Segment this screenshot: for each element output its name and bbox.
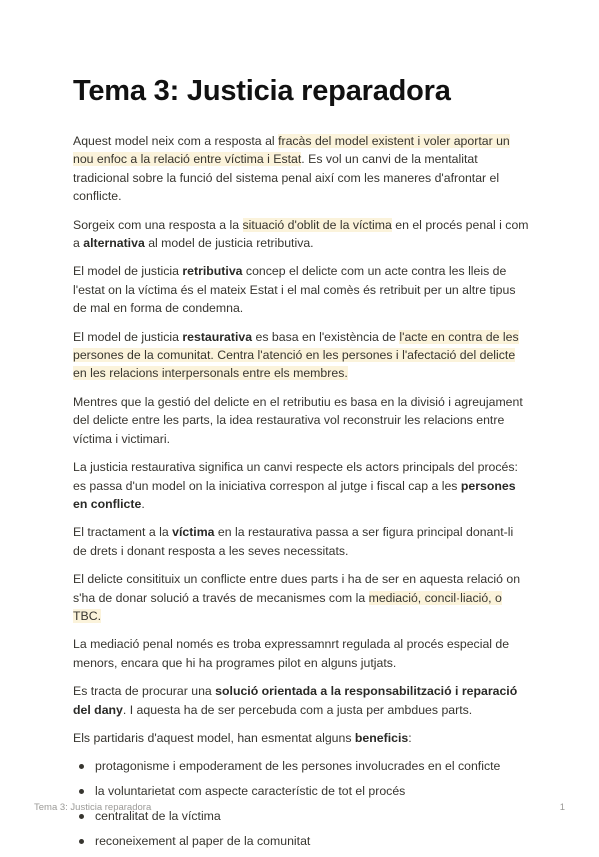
text-run: El model de justicia bbox=[73, 329, 183, 344]
paragraph bbox=[73, 729, 529, 747]
paragraph bbox=[73, 262, 529, 317]
text-run: Els partidaris d'aquest model, han esmentat alguns bbox=[73, 730, 355, 745]
page-title: Tema 3: Justicia reparadora bbox=[73, 75, 451, 107]
bold-text: alternativa bbox=[83, 236, 145, 251]
list-item: la voluntarietat com aspecte característic de tot el procés bbox=[73, 782, 529, 800]
bold-text: solució orientada a la responsabilització i reparació del dany bbox=[73, 684, 518, 717]
text-run: en la restaurativa passa a ser figura principal donant-li de drets i donant resposta a les seves necessitats. bbox=[73, 525, 514, 558]
text-run: La justicia restaurativa significa un canvi respecte els actors principals del procés: es passa d'un model on la iniciativa correspon al jutge i fiscal cap a les bbox=[73, 460, 518, 493]
paragraph bbox=[73, 570, 529, 625]
highlighted-text: fracàs del model existent i voler aportar un nou enfoc a la relació entre víctima i Estat bbox=[73, 134, 510, 167]
list-item: centralitat de la víctima bbox=[73, 807, 529, 825]
text-run: Aquest model neix com a resposta al bbox=[73, 134, 279, 148]
bold-text: víctima bbox=[172, 525, 215, 540]
text-run: es basa en l'existència de bbox=[252, 329, 400, 344]
footer-page-number: 1 bbox=[559, 802, 565, 813]
text-run: . bbox=[141, 496, 145, 511]
highlighted-text: mediació, concil·liació, o TBC. bbox=[73, 590, 502, 623]
paragraph bbox=[73, 523, 529, 560]
text-run: El delicte consitituix un conflicte entre dues parts i ha de ser en aquesta relació on s'ha de donar solució a través de mecanismes com la bbox=[73, 572, 521, 605]
text-run: en el procés penal i com a bbox=[73, 217, 529, 251]
paragraph bbox=[73, 216, 529, 253]
text-run: Es tracta de procurar una bbox=[73, 684, 216, 699]
highlighted-text: l'acte en contra de les persones de la comunitat. Centra l'atenció en les persones i l'afectació del delicte en les relacions interpersonals entre els membres. bbox=[73, 329, 519, 381]
paragraph bbox=[73, 635, 529, 672]
text-run: La mediació penal només es troba expressamnrt regulada al procés especial de menors, encara que hi ha programes pilot en alguns jutjats. bbox=[73, 637, 510, 670]
bold-text: retributiva bbox=[182, 264, 243, 279]
text-run: El tractament a la bbox=[73, 525, 173, 540]
paragraph bbox=[73, 682, 529, 719]
footer-title: Tema 3: Justicia reparadora bbox=[34, 802, 152, 813]
bold-text: restaurativa bbox=[182, 329, 253, 344]
paragraph bbox=[73, 132, 529, 206]
list-item: reconeixement al paper de la comunitat bbox=[73, 832, 529, 850]
text-run: El model de justicia bbox=[73, 264, 183, 279]
paragraph bbox=[73, 458, 529, 513]
bold-text: persones en conflicte bbox=[73, 478, 516, 511]
bold-text: beneficis bbox=[354, 730, 409, 745]
text-run: . Es vol un canvi de la mentalitat tradicional sobre la funció del sistema penal així com les maneres d'afrontar el conflicte. bbox=[73, 152, 500, 204]
text-run: Mentres que la gestió del delicte en el retributiu es basa en la divisió i agreujament del delicte entre les parts, la idea restaurativa vol reconstruir les relacions entre víctima i victimari. bbox=[73, 394, 523, 446]
text-run: concep el delicte com un acte contra les lleis de l'estat on la víctima és el mateix Estat i el mal comès és retribuit per un altre tipus de mal en forma de condemna. bbox=[73, 264, 516, 316]
document-page bbox=[73, 72, 529, 857]
text-run: . I aquesta ha de ser percebuda com a justa per ambdues parts. bbox=[122, 702, 473, 717]
text-run: Sorgeix com una resposta a la bbox=[73, 217, 243, 232]
text-run: al model de justicia retributiva. bbox=[144, 236, 314, 251]
highlighted-text: situació d'oblit de la víctima bbox=[242, 217, 392, 232]
document-body bbox=[73, 132, 529, 747]
text-run: : bbox=[408, 730, 412, 745]
paragraph bbox=[73, 393, 529, 448]
list-item: protagonisme i empoderament de les persones involucrades en el conficte bbox=[73, 757, 529, 775]
paragraph bbox=[73, 328, 529, 383]
